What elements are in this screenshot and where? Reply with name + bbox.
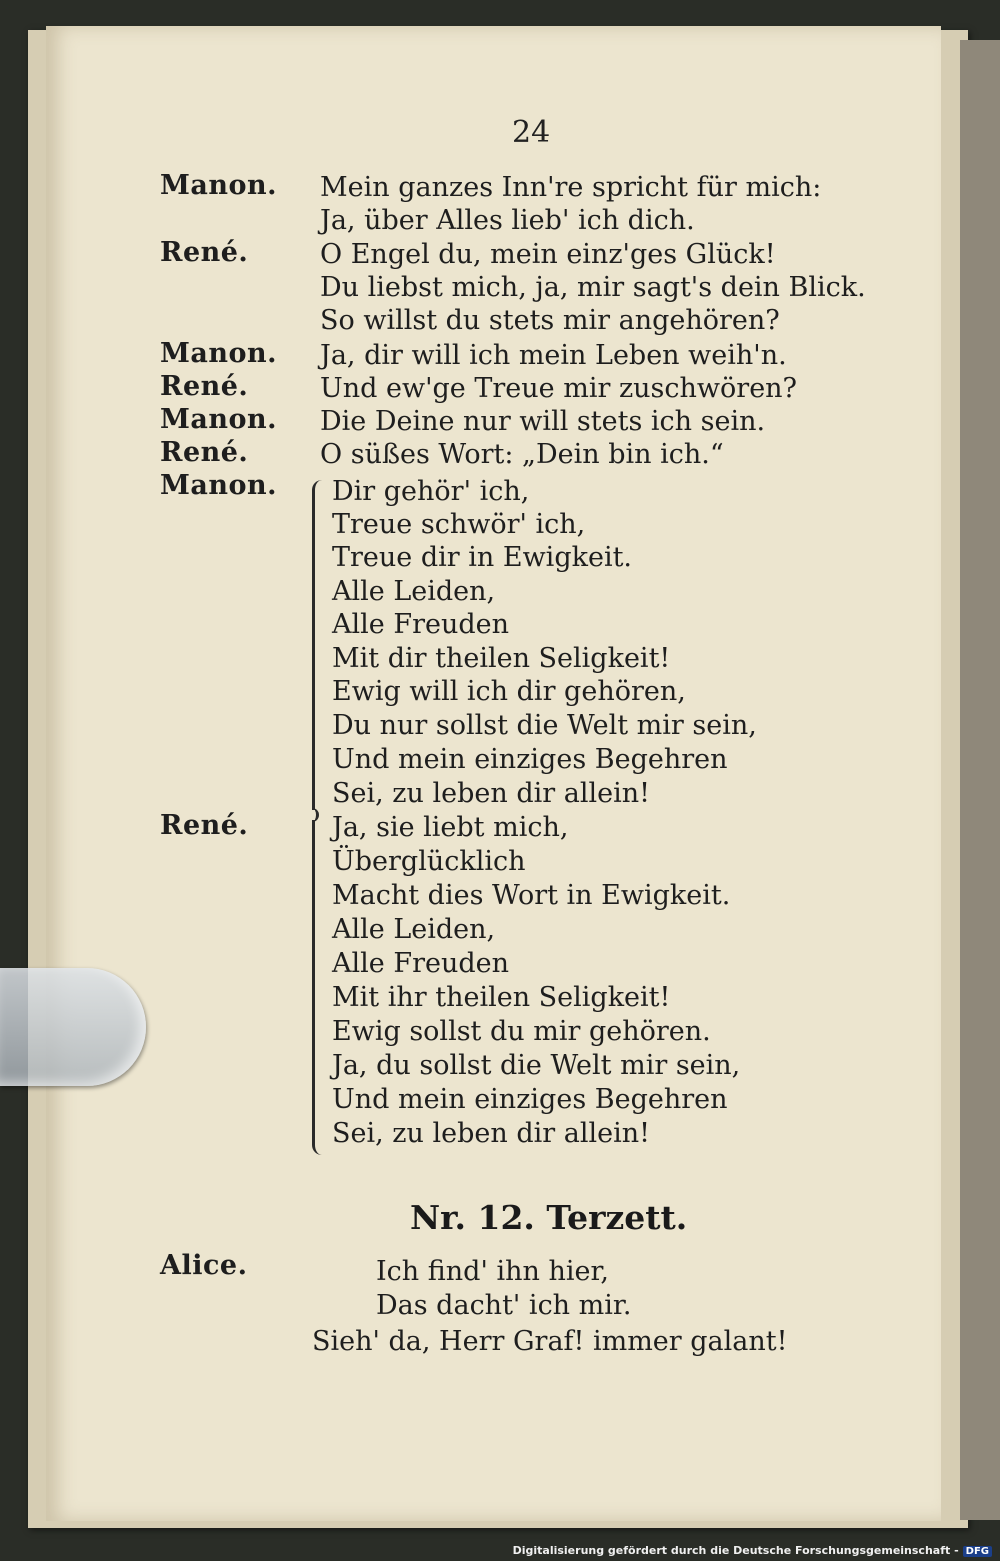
speaker-manon: Manon.	[160, 404, 278, 435]
manon-verse-line: Alle Leiden,	[332, 576, 496, 607]
verse-brace-bottom	[312, 820, 329, 1155]
speaker-manon: Manon.	[160, 470, 278, 501]
rene-verse-line: Alle Freuden	[332, 948, 509, 979]
speaker-manon: Manon.	[160, 338, 278, 369]
manon-verse-line: Dir gehör' ich,	[332, 476, 530, 507]
rene-verse-line: Ewig sollst du mir gehören.	[332, 1016, 711, 1047]
speaker-manon: Manon.	[160, 170, 278, 201]
speaker-rene: René.	[160, 237, 249, 268]
manon-verse-line: Du nur sollst die Welt mir sein,	[332, 710, 757, 741]
dialogue-line: Du liebst mich, ja, mir sagt's dein Blick.	[320, 272, 866, 303]
dialogue-line: Ja, über Alles lieb' ich dich.	[320, 205, 695, 236]
dialogue-line: Die Deine nur will stets ich sein.	[320, 406, 766, 437]
alice-line: Das dacht' ich mir.	[376, 1290, 632, 1321]
manon-verse-line: Ewig will ich dir gehören,	[332, 676, 686, 707]
alice-line: Ich find' ihn hier,	[376, 1256, 609, 1287]
speaker-rene: René.	[160, 437, 249, 468]
speaker-alice: Alice.	[160, 1250, 248, 1281]
dialogue-line: Mein ganzes Inn're spricht für mich:	[320, 172, 822, 203]
manon-verse-line: Treue dir in Ewigkeit.	[332, 542, 633, 573]
alice-line: Sieh' da, Herr Graf! immer galant!	[312, 1326, 788, 1357]
dialogue-line: O süßes Wort: „Dein bin ich.“	[320, 439, 724, 470]
digitization-footer	[513, 1544, 992, 1557]
section-heading: Nr. 12. Terzett.	[410, 1198, 688, 1237]
manon-verse-line: Und mein einziges Begehren	[332, 744, 728, 775]
dialogue-line: Ja, dir will ich mein Leben weih'n.	[320, 340, 787, 371]
rene-verse-line: Ja, sie liebt mich,	[332, 812, 569, 843]
rene-verse-line: Überglücklich	[332, 846, 526, 877]
verse-brace-top	[312, 480, 329, 810]
dialogue-line: So willst du stets mir angehören?	[320, 305, 780, 336]
page-number: 24	[512, 115, 551, 150]
dfg-logo: DFG	[963, 1546, 992, 1557]
manon-verse-line: Alle Freuden	[332, 609, 509, 640]
rene-verse-line: Und mein einziges Begehren	[332, 1084, 728, 1115]
rene-verse-line: Ja, du sollst die Welt mir sein,	[332, 1050, 741, 1081]
manon-verse-line: Mit dir theilen Seligkeit!	[332, 643, 671, 674]
dialogue-line: Und ew'ge Treue mir zuschwören?	[320, 373, 798, 404]
manon-verse-line: Sei, zu leben dir allein!	[332, 778, 650, 809]
rene-verse-line: Mit ihr theilen Seligkeit!	[332, 982, 671, 1013]
facing-page-edge	[960, 40, 1000, 1520]
page-holder-clip	[0, 968, 146, 1086]
rene-verse-line: Macht dies Wort in Ewigkeit.	[332, 880, 731, 911]
speaker-rene: René.	[160, 371, 249, 402]
manon-verse-line: Treue schwör' ich,	[332, 509, 586, 540]
dialogue-line: O Engel du, mein einz'ges Glück!	[320, 239, 776, 270]
rene-verse-line: Alle Leiden,	[332, 914, 496, 945]
footer-text: Digitalisierung gefördert durch die Deutsche Forschungsgemeinschaft -	[512, 1544, 959, 1557]
speaker-rene: René.	[160, 810, 249, 841]
rene-verse-line: Sei, zu leben dir allein!	[332, 1118, 650, 1149]
